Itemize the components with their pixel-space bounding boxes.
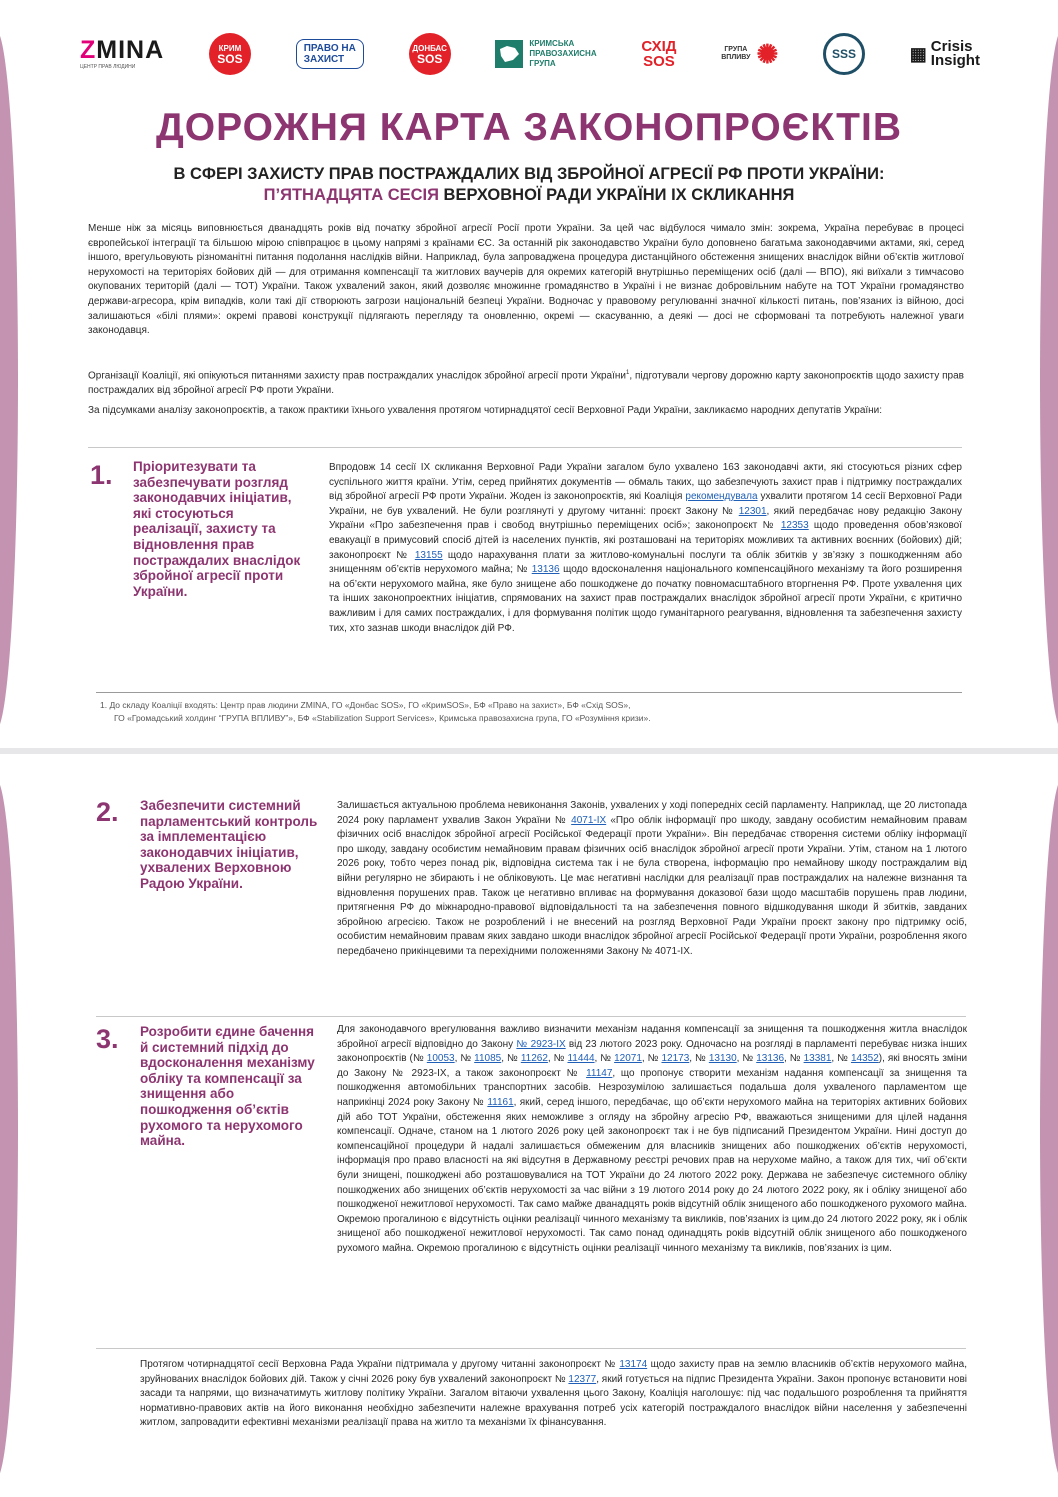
link-recommended[interactable]: рекомендувала [685, 491, 758, 503]
footnote-marker: 1 [625, 370, 630, 376]
section-2-body: Залишається актуальною проблема невиконання Законів, ухвалених у ході попередніх сесій парламенту. Наприклад, ще 20 листопада 2024 року парламент ухвалив Закон України № 4071-IX «Про облік інформації про шкоду, завдану особистим немайновим правам фізичних осіб внаслідок збройної агресії Російської Федерації проти України». Він передбачає створення системи обліку інформації про шкоду, завдану особистим немайновим правам фізичних осіб внаслідок збройної агресії проти України. Утім, станом на 1 лютого 2026 року, тобто через понад рік, відповідна система так і не була створена, інформацію про немайнову шкоду постраждалим від війни регулярно не збирають і не обліковують. Це має негативні наслідки для реалізації прав постраждалих на належне визнання та відновлення порушених прав. Також це негативно впливає на формування доказової бази щодо масштабів порушень прав людини, притягнення РФ до міжнародно-правової відповідальності та на забезпечення повного відшкодування шкоди й збитків, завданих збройною агресією. Також не розроблений і не внесений на розгляд Верховної Ради України проєкт закону про підтримку осіб, особистим немайновим правам яких завдано шкоди внаслідок збройної агресії Російської Федерації проти України, розроблення якого передбачено прикінцевими та перехідними положеннями Закону № 4071-IX. [337, 800, 967, 957]
section-2-heading: Забезпечити системний парламентський контроль за імплементацією законодавчих ініціатив, ухвалених Верховною Радою України. [140, 798, 318, 891]
intro-paragraph-2: Організації Коаліції, які опікуються питаннями захисту прав постраждалих унаслідок збройної агресії проти України$^1$, підготували чергову дорожню карту законопроєктів щодо захисту прав постраждалих від збройної агресії РФ проти України. [88, 370, 964, 396]
footnote-divider [96, 692, 962, 693]
crimea-map-icon [495, 40, 523, 68]
link-bill-12173[interactable]: 12173 [661, 1053, 690, 1065]
link-bill-13136[interactable]: 13136 [531, 564, 560, 576]
divider [96, 1348, 966, 1349]
sss-logo: SSS [823, 33, 865, 75]
subtitle-line-2: П’ЯТНАДЦЯТА СЕСІЯ ВЕРХОВНОЇ РАДИ УКРАЇНИ IX СКЛИКАННЯ [263, 186, 795, 204]
link-bill-13381[interactable]: 13381 [803, 1053, 832, 1065]
skhid-sos-logo: СХІД SOS [641, 38, 677, 70]
link-bill-13136[interactable]: 13136 [756, 1053, 785, 1065]
link-bill-11085[interactable]: 11085 [474, 1053, 502, 1065]
link-law-4071[interactable]: 4071-IX [571, 814, 607, 826]
link-bill-11161[interactable]: 11161 [487, 1096, 514, 1108]
link-bill-13174[interactable]: 13174 [619, 1359, 648, 1370]
dots-star-icon: ✺ [756, 39, 779, 69]
divider [88, 447, 962, 448]
page-title: ДОРОЖНЯ КАРТА ЗАКОНОПРОЄКТІВ [156, 106, 902, 149]
page-2 [0, 754, 1058, 1497]
pravo-na-zakhyst-logo: ПРАВО НА ЗАХИСТ [296, 39, 364, 69]
intro-paragraph-3: За підсумками аналізу законопроєктів, а також практики їхнього ухвалення протягом чотирнадцятої сесії Верховної Ради України, закликаємо народних депутатів України: [88, 405, 883, 416]
section-1-body: Впродовж 14 сесії IX скликання Верховної Ради України загалом було ухвалено 163 законодавчі акти, які стосуються різних сфер суспільного життя країни. Утім, серед прийнятих документів — обмаль таких, що забезпечують захист прав і підтримку постраждалих від збройної агресії РФ проти України. Жоден із законопроєктів, які Коаліція рекомендувала ухвалити протягом 14 сесії Верховної Ради України, не був ухвалений. Не були розглянуті у другому читанні: проєкт Закону № 12301, який передбачає нову редакцію Закону України «Про забезпечення прав і свобод внутрішньо переміщених осіб»; законопроєкт № 12353 щодо проведення обов’язкової евакуації в примусовий спосіб дітей із населених пунктів, які розташовані на територіях можливих та активних воєнних (бойових) дій; законопроєкт № 13155 щодо нарахування плати за житлово-комунальні послуги та облік збитків у зв’язку з пошкодженням або знищенням об’єктів нерухомого майна; № 13136 щодо вдосконалення національного компенсаційного механізму та його розширення на об’єкти нерухомого майна, яке було знищене або пошкоджене до початку повномасштабного вторгнення РФ. Проте ухвалення цих та інших законопроектних ініціатив, спрямованих на захист прав постраждалих внаслідок збройної агресії проти України, є критично важливим і для самих постраждалих, і для формування політик щодо гуманітарного реагування, відновлення та забезпечення захисту тих, хто зазнав шкоди внаслідок дій РФ. [329, 462, 962, 634]
crimean-human-rights-group-logo: КРИМСЬКА ПРАВОЗАХИСНА ГРУПА [495, 39, 596, 69]
link-bill-13155[interactable]: 13155 [414, 549, 443, 561]
closing-paragraph: Протягом чотирнадцятої сесії Верховна Рада України підтримала у другому читанні законопроєкт № 13174 щодо захисту прав на землю власників об’єктів нерухомого майна, зруйнованих внаслідок бойових дій. Також у січні 2026 року був ухвалений законопроєкт № 12377, який готується на підпис Президента України. Закон пропонує встановити нові засади та напрями, що визначатимуть житлову політику України. Загалом вітаючи ухвалення цього Закону, Коаліція наголошує: під час подальшого розроблення та прийняття нормативно-правових актів на його виконання необхідно забезпечити належне врахування потреб усіх категорій постраждалого внаслідок війни населення у забезпеченні житлом, запровадити ефективні механізми реалізації права на житло та механізми їх фінансування. [140, 1359, 967, 1429]
donbas-sos-logo: ДОНБАС SOS [409, 33, 451, 75]
link-bill-13130[interactable]: 13130 [708, 1053, 737, 1065]
section-3-body: Для законодавчого врегулювання важливо визначити механізм надання компенсації за знищення та пошкодження житла внаслідок збройної агресії відповідно до Закону № 2923-IX від 23 лютого 2023 року. Одночасно на розгляді в парламенті перебуває низка інших законопроєктів (№ 10053, № 11085, № 11262, № 11444, № 12071, № 12173, № 13130, № 13136, № 13381, № 14352), які вносять зміни до Закону № 2923-IX, а також законопроєкт № 11147, що пропонує створити механізм надання компенсації за знищення та пошкодження автомобільних транспортних засобів. Незрозумілою залишається подальша доля ухваленого парламентом ще наприкінці 2024 року Закону № 11161, який, серед іншого, передбачає, що об’єкти нерухомого майна на територіях активних бойових дій або ТОТ України, обстеження яких неможливе з огляду на збройну агресію РФ, вважаються знищеними для цілей надання компенсації. Одначе, станом на 1 лютого 2026 року цей законопроєкт так і не був підписаний Президентом України. Нині доступ до компенсаційної процедури й надалі залишається обмеженим для власників знищених або пошкоджених об’єктів нерухомості, інформація про право власності на які відсутня в Державному реєстрі речових прав на нерухоме майно, а також для тих, чиї об’єкти були знищені, пошкоджені або розташовувалися на ТОТ України до 24 лютого 2022 року. Держава не забезпечує системного обліку пошкоджених або знищених об’єктів нерухомості за час війни з 19 лютого 2014 року до 24 лютого 2022 року, як і обліку знищеної або пошкодженої нежитлової нерухомості. Так само майже дванадцять років відсутній облік знищеного або пошкодженого рухомого майна. Окремою прогалиною є відсутність оцінки реалізації чинного механізму та викликів, пов’язаних із цим.до 24 лютого 2022 року, як і облік знищеної або пошкодженої нежитлової нерухомості. Так само понад одинадцять років відсутній облік знищеного або пошкодженого рухомого майна. Окремою прогалиною є відсутність оцінки реалізації чинного механізму та викликів, пов’язаних із цим. [337, 1024, 968, 1254]
link-bill-12353[interactable]: 12353 [780, 520, 809, 532]
link-bill-11147[interactable]: 11147 [586, 1067, 613, 1079]
link-bill-12377[interactable]: 12377 [568, 1373, 597, 1385]
page-1 [0, 0, 1058, 748]
grupa-vplyvu-logo: ГРУПА ВПЛИВУ ✺ [721, 39, 779, 69]
section-3-heading: Розробити єдине бачення й системний підхід до вдосконалення механізму обліку та компенсації за знищення або пошкодження об’єктів рухомого та нерухомого майна. [140, 1024, 315, 1149]
link-bill-10053[interactable]: 10053 [426, 1053, 455, 1065]
link-bill-12301[interactable]: 12301 [738, 505, 767, 517]
subtitle-line-1: В СФЕРІ ЗАХИСТУ ПРАВ ПОСТРАЖДАЛИХ ВІД ЗБРОЙНОЇ АГРЕСІЇ РФ ПРОТИ УКРАЇНИ: [173, 165, 885, 183]
divider [96, 1016, 966, 1017]
link-bill-11262[interactable]: 11262 [520, 1053, 548, 1065]
krymsos-logo: КРИМ SOS [209, 33, 251, 75]
link-bill-11444[interactable]: 11444 [567, 1053, 595, 1065]
footnote: 1. До складу Коаліції входять: Центр прав людини ZMINA, ГО «Донбас SOS», ГО «КримSOS», БФ «Право на захист», БФ «Схід SOS», ГО «Громадський холдинг “ГРУПА ВПЛИВУ”», БФ «Stabilization Support Services», Кримська правозахисна група, ГО «Розуміння кризи». [100, 700, 651, 723]
intro-paragraph-1: Менше ніж за місяць виповнюється дванадцять років від початку збройної агресії Росії проти України. За цей час відбулося чимало змін: зокрема, Україна перебуває в процесі європейської інтеграції та більшою мірою співпрацює в цьому напрямі з країнами ЄС. За останній рік законодавство України було доповнено багатьма законодавчими актами, які, серед іншого, врегульовують різноманітні питання подолання наслідків війни. Наприклад, була запроваджена процедура дистанційного обстеження знищених внаслідок війни об’єктів житлової нерухомості на територіях бойових дій — для отримання компенсації та житлових ваучерів для окремих категорій внутрішньо переміщених осіб (далі — ВПО), які виїхали з тимчасово окупованих територій (далі — ТОТ) України. Також ухвалений закон, який дозволяє множинне громадянство в Україні і не визнає добровільним набуте на ТОТ України громадянство держави-агресора, крім випадків, коли такі дії створюють загрози національній безпеці України. Водночас у правовому регулюванні значної кількості питань, пов’язаних із війною, досі залишаються «білі плями»: окремі правові конструкції підлягають перегляду та оновленню, окремі — скасуванню, а деякі — досі не сформовані та потребують належної уваги законодавця. [88, 223, 964, 337]
link-bill-14352[interactable]: 14352 [850, 1053, 879, 1065]
link-law-2923[interactable]: № 2923-IX [516, 1038, 566, 1050]
section-1-number: 1. [90, 460, 113, 490]
link-bill-12071[interactable]: 12071 [614, 1053, 642, 1065]
crisis-insight-icon: ▦ [909, 43, 927, 64]
section-3-number: 3. [96, 1024, 119, 1054]
partner-logos [80, 32, 980, 76]
crisis-insight-logo: ▦ Crisis Insight [909, 38, 980, 69]
decorative-border-left [0, 779, 18, 1479]
decorative-border-right [1040, 779, 1058, 1479]
section-1-heading: Пріоритезувати та забезпечувати розгляд законодавчих ініціатив, які стосуються реалізації, захисту та відновлення прав постраждалих внаслідок збройної агресії проти України. [133, 459, 301, 599]
section-2-number: 2. [96, 797, 119, 827]
zmina-logo: ZMINA ЦЕНТР ПРАВ ЛЮДИНИ [80, 36, 165, 70]
